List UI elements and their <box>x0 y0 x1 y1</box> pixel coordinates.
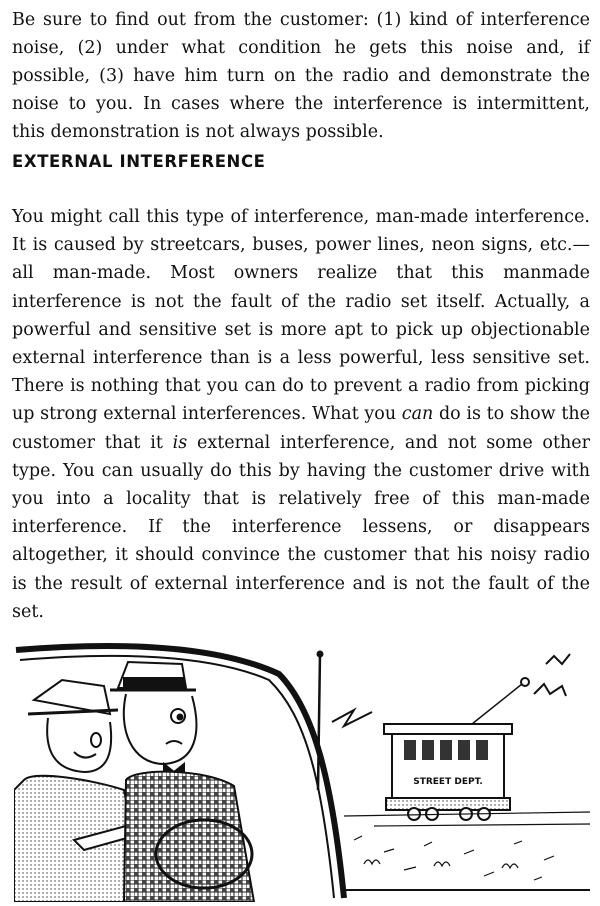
cartoon-illustration <box>14 640 590 902</box>
street-ground <box>344 812 590 880</box>
emphasis-is: is <box>172 432 188 453</box>
spark-lines <box>332 654 570 732</box>
body-text-part-2: do is to show the customer that it <box>12 404 590 453</box>
body-text-part-1: You might call this type of interference, man-made interference. It is caused by streetcars, buses, power lines, neon signs, etc.—all man-made. Most owners realize that this manmade interference is not the fault of the radio set itself. Actually, a powerful and sensitive set is more apt to pick up objectionable external interference than is a less powerful, less sensitive set. There is nothing that you can do to prevent a radio from picking up strong external interferences. What you <box>12 207 590 425</box>
section-heading: EXTERNAL INTERFERENCE <box>12 152 266 171</box>
trolley-car <box>384 724 512 820</box>
driver-figure <box>110 662 254 902</box>
intro-paragraph: Be sure to find out from the customer: (1) kind of interference noise, (2) under what condition he gets this noise and, if possible, (3) have him turn on the radio and demonstrate the noise to you. In cases where the interference is intermittent, this demonstration is not always possible. <box>12 10 590 142</box>
body-text-part-3: external interference, and not some other type. You can usually do this by having the customer drive with you into a locality that is relatively free of this man-made interference. If the interference lessens, or disappears altogether, it should convince the customer that his noisy radio is the result of external interference and is not the fault of the set. <box>12 432 590 622</box>
emphasis-can: can <box>401 404 434 425</box>
trolley-sign: STREET DEPT. <box>413 777 483 787</box>
section-body <box>12 203 590 626</box>
